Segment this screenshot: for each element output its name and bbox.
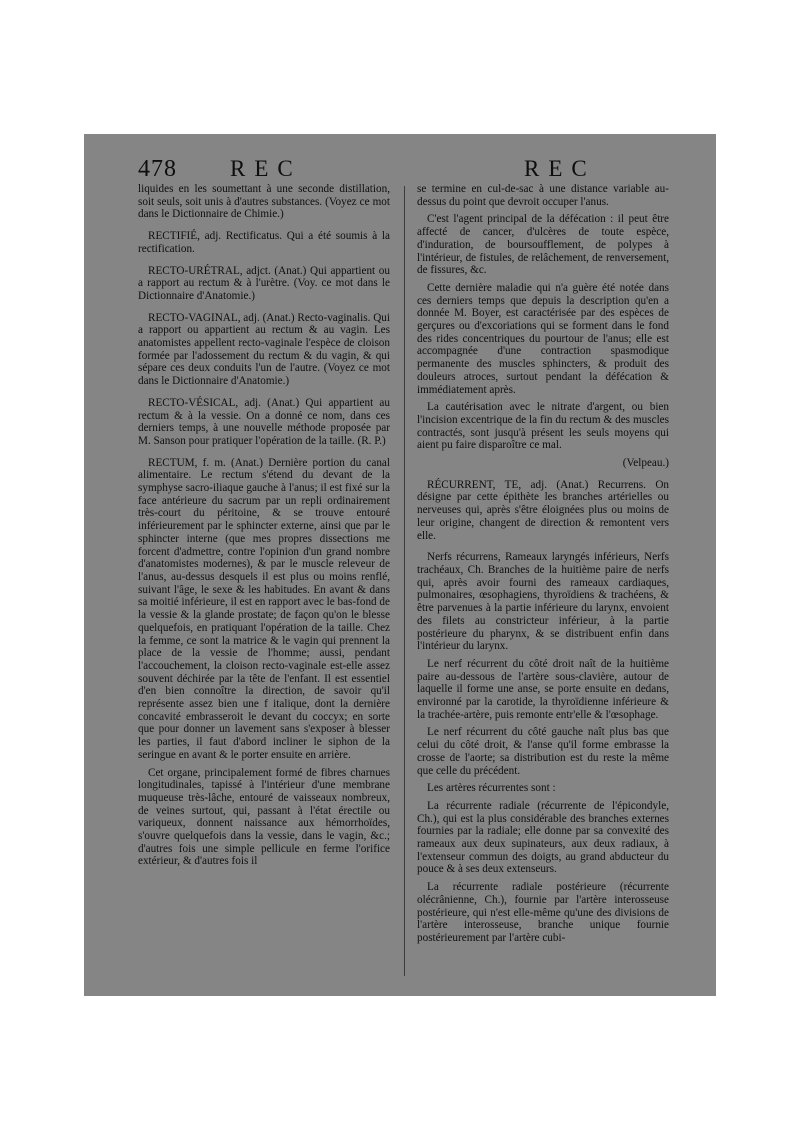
scanned-page bbox=[84, 134, 716, 996]
entry-recto-uretral: RECTO-URÉTRAL, adjct. (Anat.) Qui appartient ou a rapport au rectum & à l'urètre. (Voy. ce mot dans le Dictionnaire d'Anatomie.) bbox=[138, 264, 390, 302]
entry-recto-vesical: RECTO-VÉSICAL, adj. (Anat.) Qui appartient au rectum & à la vessie. On a donné ce nom, dans ces derniers temps, à une nouvelle méthode proposée par M. Sanson pour pratiquer l'opération de la taille. (R. P.) bbox=[138, 396, 390, 447]
paragraph: se termine en cul-de-sac à une distance variable au-dessus du point que devroit occuper l'anus. bbox=[417, 183, 669, 208]
entry-rectum: RECTUM, f. m. (Anat.) Dernière portion du canal alimentaire. Le rectum s'étend du devant de la symphyse sacro-iliaque gauche à l'anus; il est fixé sur la face antérieure du sacrum par un repli ordinairement très-court du péritoine, & se trouve entouré inférieurement par le sphincter externe, ainsi que par le sphincter interne (que mes propres dissections me forcent d'admettre, contre l'opinion d'un grand nombre d'anatomistes modernes), & par le muscle releveur de l'anus, au-dessus desquels il est plus ou moins renflé, suivant l'âge, le sexe & les habitudes. En avant & dans sa moitié inférieure, il est en rapport avec le bas-fond de la vessie & la glande prostate; de façon qu'on le blesse quelquefois, en pratiquant l'opération de la taille. Chez la femme, ce sont la matrice & le vagin qui prennent la place de la vessie de l'homme; aussi, pendant l'accouchement, la cloison recto-vaginale est-elle assez souvent déchirée par la tête de l'enfant. Il est essentiel d'en bien connoître la direction, de savoir qu'il représente assez bien une f italique, dont la dernière concavité embrasseroit le devant du coccyx; en sorte que pour donner un lavement sans s'exposer à blesser les parties, il faut d'abord incliner le siphon de la seringue en avant & le porter ensuite en arrière. bbox=[138, 456, 390, 761]
paragraph: Cet organe, principalement formé de fibres charnues longitudinales, tapissé à l'intérieur d'une membrane muqueuse très-lâche, entouré de vaisseaux nombreux, de veines surtout, qui, passant à l'état érectile ou variqueux, donnent naissance aux hémorrhoïdes, s'ouvre quelquefois dans la vessie, dans le vagin, &c.; d'autres fois une simple pellicule en ferme l'orifice extérieur, & d'autres fois il bbox=[138, 766, 390, 868]
paragraph: La récurrente radiale (récurrente de l'épicondyle, Ch.), qui est la plus considérable des branches externes fournies par la radiale; elle donne par sa convexité des rameaux aux deux supinateurs, aux deux radiaux, à l'extenseur commun des doigts, au grand abducteur du pouce & à ses deux extenseurs. bbox=[417, 799, 669, 876]
paragraph: C'est l'agent principal de la défécation : il peut être affecté de cancer, d'ulcères de toute espèce, d'induration, de boursoufflement, de polypes à l'intérieur, de fistules, de relâchement, de renversement, de fissures, &c. bbox=[417, 213, 669, 277]
column-divider bbox=[404, 186, 405, 976]
paragraph: Les artères récurrentes sont : bbox=[427, 782, 556, 795]
entry-recurrent: RÉCURRENT, TE, adj. (Anat.) Recurrens. On désigne par cette épithète les branches artérielles ou nerveuses qui, après s'être éloignées plus ou moins de leur origine, changent de direction & remontent vers elle. bbox=[417, 478, 669, 542]
paragraph: Le nerf récurrent du côté droit naît de la huitième paire au-dessous de l'artère sous-clavière, autour de laquelle il forme une anse, se porte ensuite en dedans, environné par la carotide, la thyroïdienne inférieure & la trachée-artère, puis remonte entr'elle & l'œsophage. bbox=[417, 657, 669, 721]
running-head-left: REC bbox=[230, 156, 302, 181]
right-column bbox=[417, 183, 669, 950]
entry-recto-vaginal: RECTO-VAGINAL, adj. (Anat.) Recto-vaginalis. Qui a rapport ou appartient au rectum & au vagin. Les anatomistes appellent recto-vaginale l'espèce de cloison formée par l'adossement du rectum & du vagin, & qui sépare ces deux conduits l'un de l'autre. (Voyez ce mot dans le Dictionnaire d'Anatomie.) bbox=[138, 311, 390, 388]
paragraph: La cautérisation avec le nitrate d'argent, ou bien l'incision excentrique de la fin du rectum & des muscles contractés, sont jusqu'à présent les seuls moyens qui aient pu faire disparoître ce mal. bbox=[417, 401, 669, 452]
page-header bbox=[84, 156, 716, 186]
page-number: 478 bbox=[138, 156, 177, 182]
author-signature: (Velpeau.) bbox=[622, 457, 669, 470]
paragraph: Cette dernière maladie qui n'a guère été notée dans ces derniers temps que depuis la description qu'en a donnée M. Boyer, est caractérisée par des espèces de gerçures ou d'excoriations qui se forment dans le fond des rides concentriques du pourtour de l'anus; elle est accompagnée d'une contraction spasmodique permanente des muscles sphincters, & produit des douleurs atroces, surtout pendant la défécation & immédiatement après. bbox=[417, 281, 669, 396]
paragraph: La récurrente radiale postérieure (récurrente olécrânienne, Ch.), fournie par l'artère interosseuse postérieure, qui n'est elle-même qu'une des divisions de l'artère interosseuse, branche unique fournie postérieurement par l'artère cubi- bbox=[417, 881, 669, 944]
entry-rectifie: RECTIFIÉ, adj. Rectificatus. Qui a été soumis à la rectification. bbox=[138, 230, 390, 255]
paragraph: liquides en les soumettant à une seconde distillation, soit seuls, soit unis à d'autres substances. (Voyez ce mot dans le Dictionnaire de Chimie.) bbox=[138, 183, 390, 221]
paragraph-nerfs-recurrens: Nerfs récurrens, Rameaux laryngés inférieurs, Nerfs trachéaux, Ch. Branches de la huitième paire de nerfs qui, après avoir fourni des rameaux cardiaques, pulmonaires, œsophagiens, thyroïdiens & trachéens, & être parvenues à la partie inférieure du larynx, envoient des filets au constricteur inférieur, à la partie postérieure du pharynx, & se distribuent enfin dans l'intérieur du larynx. bbox=[417, 551, 669, 653]
paragraph: Le nerf récurrent du côté gauche naît plus bas que celui du côté droit, & l'anse qu'il forme embrasse la crosse de l'aorte; sa distribution est du reste la même que celle du précédent. bbox=[417, 726, 669, 777]
left-column bbox=[138, 183, 390, 873]
running-head-right: REC bbox=[524, 156, 596, 181]
